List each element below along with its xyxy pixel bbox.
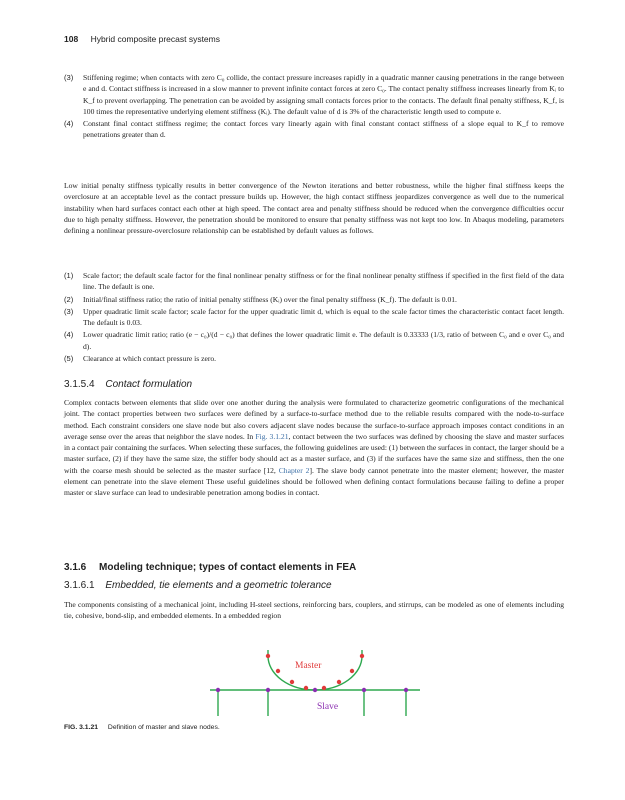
list-item [64, 306, 564, 329]
page-number: 108 [64, 34, 79, 44]
list-text: Lower quadratic limit ratio; ratio (e − c₀)/(d − c₀) that defines the lower quadratic limit e. The default is 0.33333 (1/3, ratio of between C₀ and e over C₀ and d). [83, 330, 564, 351]
master-node [290, 680, 294, 684]
list-number: (4) [64, 119, 74, 129]
list-number: (1) [64, 271, 74, 280]
section-heading-3-1-6-1 [64, 580, 332, 591]
master-node [322, 686, 326, 690]
master-node [350, 669, 354, 673]
figure-reference-link[interactable]: Fig. 3.1.21 [255, 431, 289, 441]
list-text: Initial/final stiffness ratio; the ratio of initial penalty stiffness (Kᵢ) over the final penalty stiffness (K_f). The default is 0.01. [83, 294, 457, 304]
slave-node [362, 688, 366, 692]
section-title: Embedded, tie elements and a geometric tolerance [105, 580, 332, 591]
list-text: Clearance at which contact pressure is zero. [83, 354, 217, 364]
list-number: (3) [64, 73, 74, 82]
list-stiffness-regimes [64, 72, 564, 141]
section-number: 3.1.6 [64, 562, 87, 573]
list-number: (5) [64, 354, 74, 364]
list-number: (3) [64, 306, 74, 316]
figure-label: FIG. 3.1.21 [64, 724, 99, 731]
paragraph: Low initial penalty stiffness typically results in better convergence of the Newton iterations and better robustness, while the higher final stiffness keeps the overclosure at an acceptable level as the contact pressure builds up. However, the high contact stiffness jeopardizes convergence as well due to the numerical instability when hard surfaces contact each other at high speed. The contact area and penalty stiffness should be reduced when the convergence difficulties occur due to high penalty stiffness. However, the penetration should be monitored to ensure that penalty stiffness was not kept too low. In Abaqus modeling, parameters defining a nonlinear pressure-overclosure relationship can be established by default values as follows. [64, 181, 564, 236]
section-title: Contact formulation [105, 379, 193, 390]
list-default-parameters [64, 270, 564, 364]
running-title: Hybrid composite precast systems [90, 34, 220, 44]
slave-node [216, 688, 220, 692]
section-number: 3.1.6.1 [64, 580, 95, 591]
paragraph-text: Complex contacts between elements that slide over one another during the analysis were formulated to characterize geometric configurations of the mechanical joint. The contact properties between two surfaces were defined by a surface-to-surface method due to the reliable results compared with the node-to-surface method. Each constraint considers one slave node but also covers adjacent slave nodes because the surface-to-surface approach imposes contact conditions in an average sense over the areas that neighbor the slave nodes. In [64, 398, 564, 441]
list-item [64, 118, 564, 141]
chapter-reference-link[interactable]: Chapter 2 [278, 465, 310, 475]
slave-node [404, 688, 408, 692]
master-label: Master [295, 661, 322, 671]
paragraph-contact-formulation [64, 397, 564, 499]
list-item [64, 270, 564, 293]
master-slave-diagram [200, 640, 430, 722]
list-text: Constant final contact stiffness regime; the contact forces vary linearly again with final constant contact stiffness of a slope equal to K_f to remove penetrations greater than d. [83, 119, 564, 140]
section-heading-3-1-5-4 [64, 379, 192, 390]
list-item [64, 294, 564, 305]
slave-label: Slave [317, 702, 339, 712]
list-number: (2) [64, 294, 74, 304]
master-node [266, 654, 270, 658]
list-item [64, 353, 564, 364]
section-title: Modeling technique; types of contact elements in FEA [99, 562, 357, 573]
master-node [276, 669, 280, 673]
paragraph-text: ]. The slave body cannot penetrate into the master element; however, the master element can penetrate into the slave element These useful guidelines should be followed when defining contact formulations because failing to define a proper master or slave surface can lead to undesirable penetration among bodies in contact. [64, 465, 565, 498]
master-node [360, 654, 364, 658]
paragraph-text: , contact between the two surfaces was defined by choosing the slave and master surfaces in a contact pair containing the surfaces. When selecting these surfaces, the following guidelines are used: (1) between the surfaces in contact, the larger should be a master surface, (2) if they have the same size, the stiffer body should act as a master surface, and (3) if the surfaces have the same size and stiffness, then the one with the coarse mesh should be selected as the master surface [12, [64, 431, 564, 475]
section-number: 3.1.5.4 [64, 379, 95, 390]
list-text: Stiffening regime; when contacts with zero C₀ collide, the contact pressure increases rapidly in a quadratic manner causing penetrations in the range between e and d. Contact stiffness is increased in a slow manner to prevent infinite contact forces at zero C₀. The contact penalty stiffness increases linearly from Kᵢ to K_f to prevent overlapping. The penetration can be avoided by assigning small contacts forces prior to the contacts. The default final penalty stiffness, K_f, is 100 times the representative underlying element stiffness (Kᵢ). The default value of d is 3% of the characteristic length used to compute e. [83, 73, 564, 116]
caption-text: Definition of master and slave nodes. [107, 724, 220, 731]
list-number: (4) [64, 330, 74, 340]
master-node [304, 686, 308, 690]
running-header [64, 34, 220, 44]
list-item [64, 72, 564, 117]
paragraph: The components consisting of a mechanical joint, including H-steel sections, reinforcing bars, couplers, and stirrups, can be modeled as one of elements including tie, cohesive, bond-slip, and embedded elements. In a embedded region [64, 600, 564, 621]
list-text: Scale factor; the default scale factor for the final nonlinear penalty stiffness or for the final nonlinear penalty stiffness if specified in the first field of the data line. The default is one. [83, 271, 564, 292]
slave-node [313, 688, 317, 692]
list-item [64, 329, 564, 352]
figure-caption [64, 724, 220, 731]
slave-node [266, 688, 270, 692]
list-text: Upper quadratic limit scale factor; scale factor for the upper quadratic limit d, which is equal to the scale factor times the characteristic contact facet length. The default is 0.03. [83, 306, 564, 328]
section-heading-3-1-6 [64, 562, 356, 573]
master-node [337, 680, 341, 684]
